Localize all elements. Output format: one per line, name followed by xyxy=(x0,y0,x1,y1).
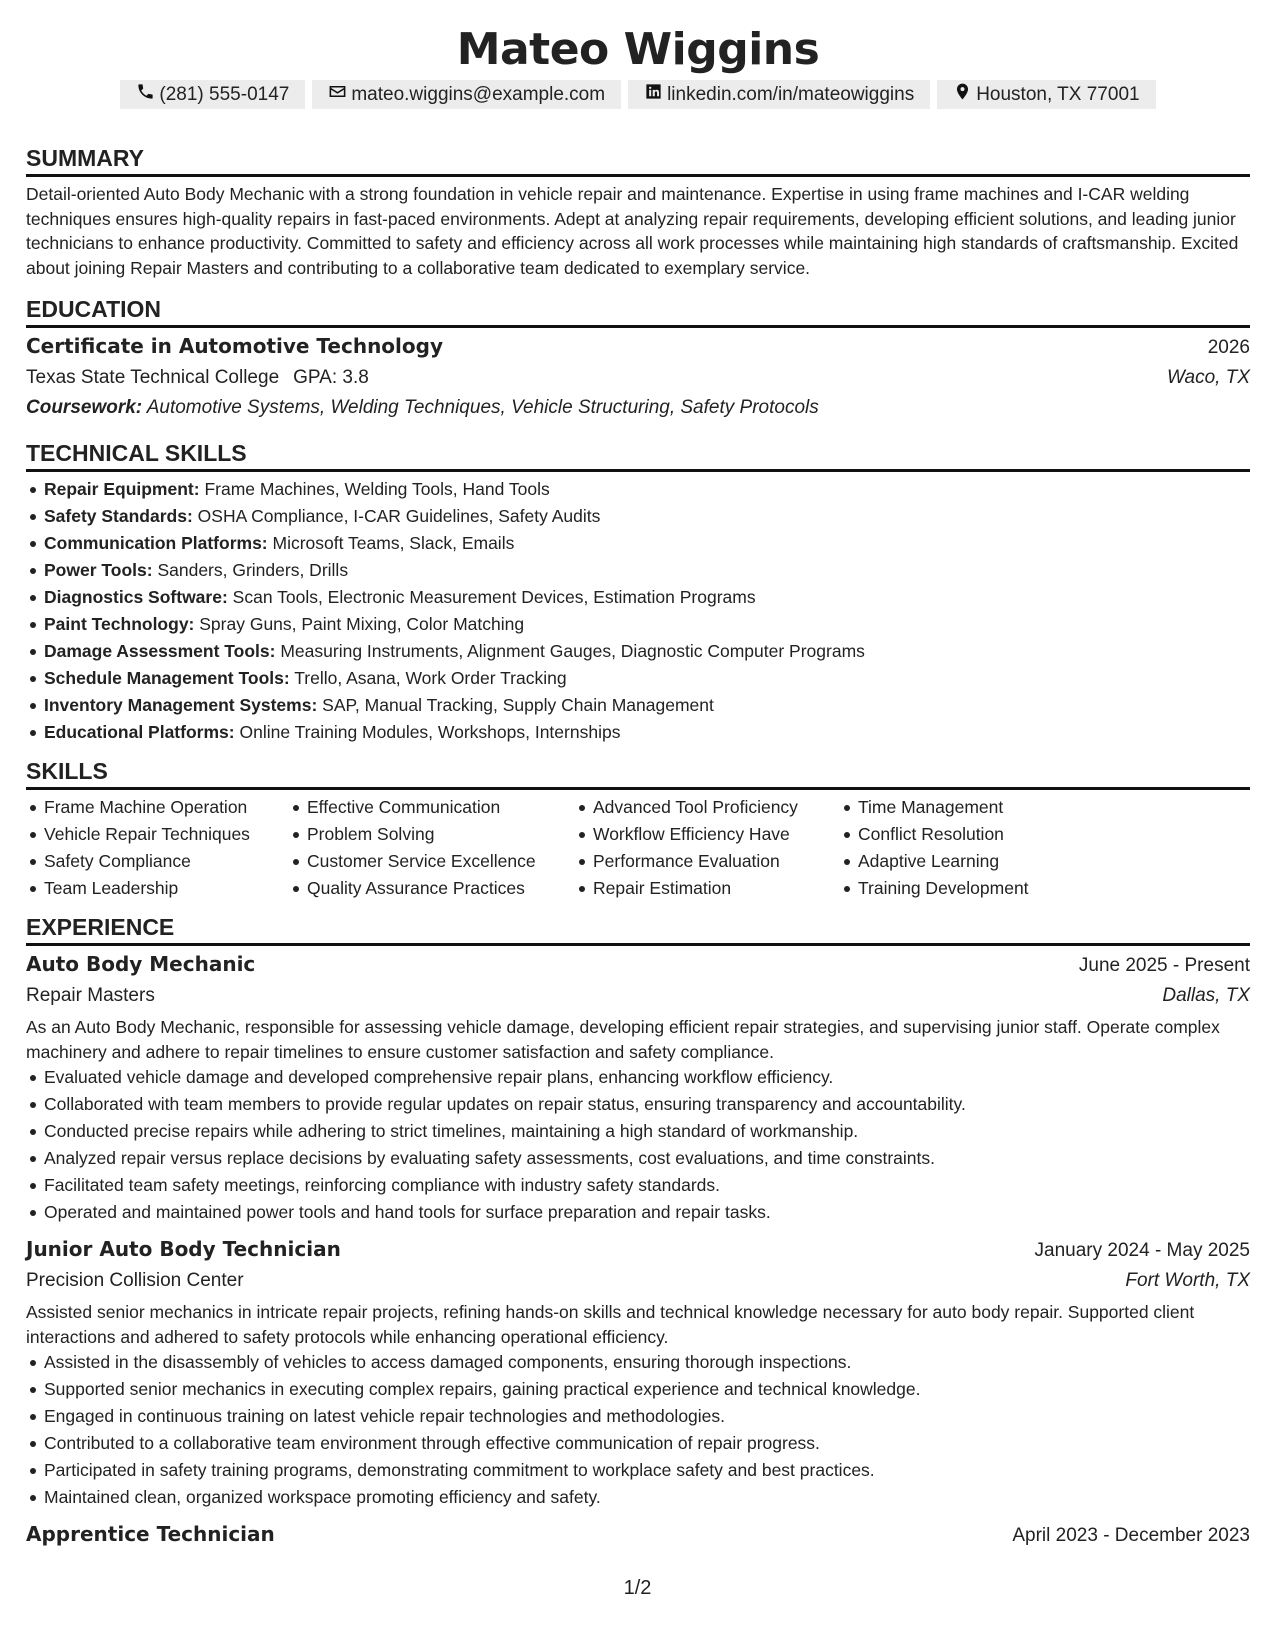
company-name: Precision Collision Center xyxy=(26,1270,244,1291)
list-item: Educational Platforms: Online Training Modules, Workshops, Internships xyxy=(26,719,1250,746)
list-item: Conducted precise repairs while adhering to strict timelines, maintaining a high standard of workmanship. xyxy=(26,1118,1250,1145)
contact-bar xyxy=(26,80,1250,109)
linkedin-icon xyxy=(644,82,663,107)
job-bullets xyxy=(26,1064,1250,1226)
skills-column xyxy=(289,794,575,902)
degree-title: Certificate in Automotive Technology xyxy=(26,334,443,358)
job-location: Dallas, TX xyxy=(1162,985,1250,1006)
job-header xyxy=(26,1519,1250,1551)
list-item: Evaluated vehicle damage and developed comprehensive repair plans, enhancing workflow efficiency. xyxy=(26,1064,1250,1091)
list-item: Performance Evaluation xyxy=(575,848,840,875)
section-heading: SUMMARY xyxy=(26,144,1250,177)
list-item: Safety Standards: OSHA Compliance, I-CAR Guidelines, Safety Audits xyxy=(26,503,1250,530)
technical-skills-section xyxy=(26,439,1250,746)
job-title: Junior Auto Body Technician xyxy=(26,1237,341,1261)
technical-skills-list xyxy=(26,476,1250,746)
skills-grid xyxy=(26,794,1250,902)
job-summary: Assisted senior mechanics in intricate repair projects, refining hands-on skills and technical knowledge necessary for auto body repair. Supported client interactions and adhered to safety protocols while enhancing operational efficiency. xyxy=(26,1302,1195,1347)
phone-icon xyxy=(136,82,155,107)
coursework-list: Automotive Systems, Welding Techniques, Vehicle Structuring, Safety Protocols xyxy=(146,397,819,418)
job-dates: January 2024 - May 2025 xyxy=(1034,1240,1250,1261)
contact-linkedin[interactable] xyxy=(628,80,930,109)
job-entry xyxy=(26,949,1250,1226)
list-item: Operated and maintained power tools and hand tools for surface preparation and repair tasks. xyxy=(26,1199,1250,1226)
candidate-name: Mateo Wiggins xyxy=(456,24,820,75)
envelope-icon xyxy=(328,82,347,107)
job-header xyxy=(26,949,1250,981)
list-item: Safety Compliance xyxy=(26,848,289,875)
section-heading: EXPERIENCE xyxy=(26,913,1250,946)
skills-column xyxy=(840,794,1100,902)
list-item: Quality Assurance Practices xyxy=(289,875,575,902)
list-item: Frame Machine Operation xyxy=(26,794,289,821)
job-bullets xyxy=(26,1349,1250,1511)
list-item: Supported senior mechanics in executing complex repairs, gaining practical experience and technical knowledge. xyxy=(26,1376,1250,1403)
company-name: Repair Masters xyxy=(26,985,155,1006)
coursework-line xyxy=(26,393,1250,423)
education-school-row xyxy=(26,363,1250,393)
graduation-year: 2026 xyxy=(1207,337,1250,358)
list-item: Problem Solving xyxy=(289,821,575,848)
list-item: Repair Equipment: Frame Machines, Welding Tools, Hand Tools xyxy=(26,476,1250,503)
list-item: Maintained clean, organized workspace promoting efficiency and safety. xyxy=(26,1484,1250,1511)
job-title: Auto Body Mechanic xyxy=(26,952,256,976)
list-item: Schedule Management Tools: Trello, Asana, Work Order Tracking xyxy=(26,665,1250,692)
coursework-label: Coursework: xyxy=(26,397,143,418)
skills-section xyxy=(26,757,1250,902)
list-item: Paint Technology: Spray Guns, Paint Mixing, Color Matching xyxy=(26,611,1250,638)
phone-text: (281) 555-0147 xyxy=(159,83,290,105)
section-heading: TECHNICAL SKILLS xyxy=(26,439,1250,472)
job-dates: June 2025 - Present xyxy=(1078,955,1250,976)
school-name: Texas State Technical College xyxy=(26,367,280,388)
list-item: Communication Platforms: Microsoft Teams, Slack, Emails xyxy=(26,530,1250,557)
list-item: Inventory Management Systems: SAP, Manual Tracking, Supply Chain Management xyxy=(26,692,1250,719)
gpa: GPA: 3.8 xyxy=(293,367,369,388)
list-item: Engaged in continuous training on latest vehicle repair technologies and methodologies. xyxy=(26,1403,1250,1430)
list-item: Workflow Efficiency Have xyxy=(575,821,840,848)
list-item: Vehicle Repair Techniques xyxy=(26,821,289,848)
contact-location xyxy=(937,80,1155,109)
list-item: Conflict Resolution xyxy=(840,821,1100,848)
list-item: Customer Service Excellence xyxy=(289,848,575,875)
list-item: Power Tools: Sanders, Grinders, Drills xyxy=(26,557,1250,584)
list-item: Diagnostics Software: Scan Tools, Electronic Measurement Devices, Estimation Programs xyxy=(26,584,1250,611)
list-item: Team Leadership xyxy=(26,875,289,902)
skills-column xyxy=(575,794,840,902)
job-company-row xyxy=(26,1266,1250,1296)
list-item: Adaptive Learning xyxy=(840,848,1100,875)
list-item: Time Management xyxy=(840,794,1100,821)
location-text: Houston, TX 77001 xyxy=(976,83,1140,105)
list-item: Repair Estimation xyxy=(575,875,840,902)
resume-page xyxy=(26,0,1250,1551)
contact-email[interactable] xyxy=(312,80,621,109)
list-item: Training Development xyxy=(840,875,1100,902)
summary-section xyxy=(26,144,1250,280)
list-item: Advanced Tool Proficiency xyxy=(575,794,840,821)
education-row xyxy=(26,331,1250,363)
job-company-row xyxy=(26,981,1250,1011)
education-section xyxy=(26,295,1250,423)
list-item: Assisted in the disassembly of vehicles to access damaged components, ensuring thorough inspections. xyxy=(26,1349,1250,1376)
job-entry xyxy=(26,1519,1250,1551)
job-entry xyxy=(26,1234,1250,1511)
skills-column xyxy=(26,794,289,902)
section-heading: SKILLS xyxy=(26,757,1250,790)
school-line xyxy=(26,363,369,393)
linkedin-text: linkedin.com/in/mateowiggins xyxy=(667,83,915,105)
list-item: Analyzed repair versus replace decisions by evaluating safety assessments, cost evaluations, and time constraints. xyxy=(26,1145,1250,1172)
email-text: mateo.wiggins@example.com xyxy=(351,83,606,105)
page-number: 1/2 xyxy=(623,1577,652,1599)
experience-section xyxy=(26,913,1250,1551)
contact-phone[interactable] xyxy=(120,80,305,109)
list-item: Participated in safety training programs, demonstrating commitment to workplace safety and best practices. xyxy=(26,1457,1250,1484)
school-location: Waco, TX xyxy=(1166,367,1250,388)
job-location: Fort Worth, TX xyxy=(1125,1270,1250,1291)
job-summary: As an Auto Body Mechanic, responsible for assessing vehicle damage, developing efficient repair strategies, and supervising junior staff. Operate complex machinery and adhere to repair timelines to ensure customer satisfaction and safety compliance. xyxy=(26,1017,1220,1062)
list-item: Effective Communication xyxy=(289,794,575,821)
list-item: Contributed to a collaborative team environment through effective communication of repair progress. xyxy=(26,1430,1250,1457)
list-item: Facilitated team safety meetings, reinforcing compliance with industry safety standards. xyxy=(26,1172,1250,1199)
job-title: Apprentice Technician xyxy=(26,1522,275,1546)
map-pin-icon xyxy=(953,82,972,107)
list-item: Collaborated with team members to provide regular updates on repair status, ensuring transparency and accountability. xyxy=(26,1091,1250,1118)
section-heading: EDUCATION xyxy=(26,295,1250,328)
job-dates: April 2023 - December 2023 xyxy=(1012,1525,1250,1546)
summary-text: Detail-oriented Auto Body Mechanic with a strong foundation in vehicle repair and maintenance. Expertise in using frame machines and I-CAR welding techniques ensures high-quality repairs in fast-paced environments. Adept at analyzing repair requirements, developing efficient solutions, and leading junior technicians to enhance productivity. Committed to safety and efficiency across all work processes while maintaining high standards of craftsmanship. Excited about joining Repair Masters and contributing to a collaborative team dedicated to exemplary service. xyxy=(26,184,1239,278)
job-header xyxy=(26,1234,1250,1266)
list-item: Damage Assessment Tools: Measuring Instruments, Alignment Gauges, Diagnostic Computer Programs xyxy=(26,638,1250,665)
